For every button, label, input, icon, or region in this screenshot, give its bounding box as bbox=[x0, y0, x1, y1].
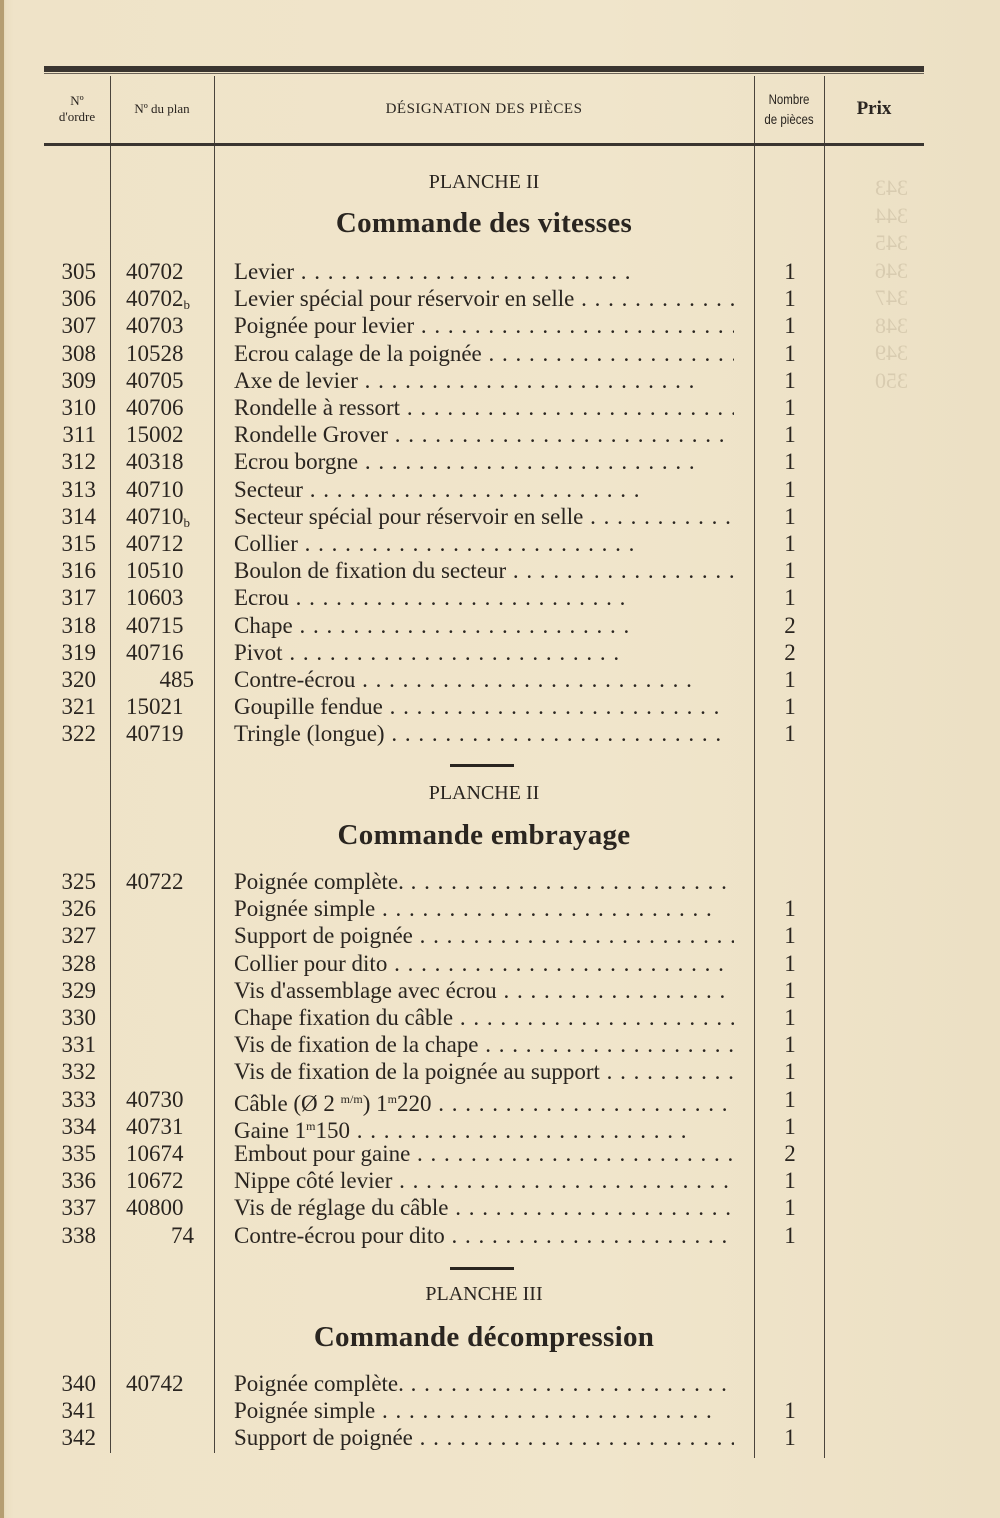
table-row bbox=[44, 394, 924, 421]
row-quantity: 2 bbox=[784, 639, 796, 665]
row-plan-value: 40719 bbox=[126, 721, 184, 747]
row-designation: Nippe côté levier . . bbox=[234, 1167, 734, 1194]
row-quantity: 1 bbox=[784, 395, 796, 420]
row-quantity: 1 bbox=[784, 667, 796, 692]
row-quantity: 2 bbox=[784, 1141, 796, 1166]
row-ordre: 318 bbox=[61, 612, 96, 638]
row-ordre: 332 bbox=[61, 1059, 96, 1085]
row-designation: Embout pour gaine . . bbox=[234, 1140, 734, 1167]
row-quantity: 1 bbox=[784, 259, 796, 284]
row-quantity: 2 bbox=[784, 612, 796, 638]
table-row bbox=[44, 312, 924, 339]
row-designation: Poignée complète. . . bbox=[234, 1370, 734, 1397]
table-row bbox=[44, 476, 924, 503]
table-row bbox=[44, 1370, 924, 1397]
row-ordre: 317 bbox=[61, 585, 96, 611]
row-plan-number bbox=[88, 666, 194, 693]
table-row bbox=[44, 1031, 924, 1058]
row-quantity: 1 bbox=[784, 923, 796, 949]
row-designation: Vis de réglage du câble . . bbox=[234, 1194, 734, 1221]
row-ordre: 314 bbox=[61, 503, 96, 529]
row-plan-value: 74 bbox=[171, 1222, 194, 1248]
bleed-through-number: 344 bbox=[875, 202, 908, 228]
section-title: Commande décompression bbox=[313, 1321, 655, 1353]
table-row bbox=[44, 1167, 924, 1194]
row-plan-number bbox=[110, 1113, 240, 1140]
row-ordre: 336 bbox=[61, 1168, 96, 1194]
row-ordre: 310 bbox=[61, 395, 96, 420]
row-designation: Support de poignée . . bbox=[234, 1424, 734, 1451]
row-designation-part: Câble (Ø 2 bbox=[234, 1090, 341, 1116]
row-quantity: 1 bbox=[784, 558, 796, 584]
row-designation: Poignée pour levier . . bbox=[234, 312, 734, 339]
table-row bbox=[44, 421, 924, 448]
row-plan-value: 40712 bbox=[126, 531, 184, 556]
top-thin-rule bbox=[44, 73, 924, 74]
bleed-through-number: 345 bbox=[875, 230, 908, 255]
section-separator bbox=[450, 764, 514, 767]
header-ordre-line2: d'ordre bbox=[58, 109, 96, 124]
row-ordre: 340 bbox=[61, 1371, 96, 1396]
row-ordre: 320 bbox=[61, 667, 96, 692]
row-plan-number bbox=[110, 868, 240, 895]
row-plan-number bbox=[110, 693, 240, 720]
header-plan: Nº du plan bbox=[134, 101, 190, 116]
row-designation: Axe de levier . . bbox=[234, 367, 734, 394]
table-row bbox=[44, 977, 924, 1004]
table-row bbox=[44, 612, 924, 639]
table-row bbox=[44, 530, 924, 557]
header-nombre bbox=[760, 76, 817, 142]
row-quantity: 1 bbox=[784, 340, 796, 366]
row-plan-value: 40705 bbox=[126, 367, 184, 393]
row-ordre: 329 bbox=[61, 977, 96, 1003]
row-designation: Goupille fendue . . bbox=[234, 693, 734, 720]
row-ordre: 334 bbox=[61, 1113, 96, 1139]
row-plan-value: 40800 bbox=[126, 1195, 184, 1221]
row-plan-value: 10510 bbox=[126, 558, 184, 584]
row-ordre: 316 bbox=[61, 558, 96, 584]
section-planche-label: PLANCHE II bbox=[428, 171, 540, 193]
row-designation-part: Gaine 1 bbox=[234, 1117, 307, 1143]
top-thick-rule bbox=[44, 66, 924, 72]
row-designation-part: 220 bbox=[396, 1090, 432, 1116]
row-ordre: 306 bbox=[61, 286, 96, 312]
row-ordre: 311 bbox=[62, 422, 96, 448]
row-plan-number bbox=[110, 612, 240, 639]
row-plan-value: 15002 bbox=[126, 422, 184, 448]
table-row bbox=[44, 1140, 924, 1167]
page-binding-edge bbox=[0, 0, 4, 1518]
row-quantity: 1 bbox=[784, 950, 796, 976]
section-title: Commande embrayage bbox=[337, 819, 631, 851]
row-plan-suffix: b bbox=[183, 297, 190, 313]
row-plan-value: 40318 bbox=[126, 449, 184, 475]
row-plan-number bbox=[110, 367, 240, 394]
row-designation: Collier . . bbox=[234, 530, 734, 557]
row-quantity: 1 bbox=[784, 1195, 796, 1221]
row-plan-number bbox=[110, 1086, 240, 1113]
header-ordre bbox=[44, 76, 110, 142]
row-ordre: 313 bbox=[61, 476, 96, 502]
row-designation: Tringle (longue) . . bbox=[234, 720, 734, 747]
row-quantity: 1 bbox=[784, 313, 796, 339]
table-row bbox=[44, 557, 924, 584]
header-nombre-line2: de pièces bbox=[764, 111, 814, 127]
row-designation: Vis de fixation de la chape . . bbox=[234, 1031, 734, 1058]
row-plan-value: 10603 bbox=[126, 585, 184, 611]
row-plan-number bbox=[110, 1167, 240, 1194]
section-separator bbox=[450, 1267, 514, 1270]
row-ordre: 341 bbox=[61, 1398, 96, 1424]
table-row bbox=[44, 1222, 924, 1249]
row-plan-number bbox=[110, 557, 240, 584]
row-plan-value: 40731 bbox=[126, 1113, 184, 1139]
row-plan-number bbox=[110, 584, 240, 611]
bleed-through-number: 347 bbox=[875, 285, 908, 310]
row-designation: Ecrou . . bbox=[234, 584, 734, 611]
row-quantity: 1 bbox=[784, 1086, 796, 1112]
row-quantity: 1 bbox=[784, 1059, 796, 1085]
table-row bbox=[44, 922, 924, 949]
row-plan-number bbox=[110, 421, 240, 448]
row-ordre: 333 bbox=[61, 1086, 96, 1112]
row-ordre: 326 bbox=[61, 896, 96, 922]
row-designation: Collier pour dito . . bbox=[234, 950, 734, 977]
row-ordre: 338 bbox=[61, 1222, 96, 1248]
row-quantity: 1 bbox=[784, 286, 796, 312]
row-ordre: 305 bbox=[61, 259, 96, 284]
row-ordre: 330 bbox=[61, 1005, 96, 1030]
row-plan-value: 40715 bbox=[126, 612, 184, 638]
row-quantity: 1 bbox=[784, 503, 796, 529]
row-plan-number bbox=[110, 1194, 240, 1221]
row-designation: Poignée complète. . . bbox=[234, 868, 734, 895]
section-planche-label: PLANCHE III bbox=[425, 1283, 543, 1305]
row-designation: Ecrou borgne . . bbox=[234, 448, 734, 475]
row-designation: Support de poignée . . bbox=[234, 922, 734, 949]
row-plan-number bbox=[88, 1222, 194, 1249]
header-nombre-line1: Nombre bbox=[768, 91, 810, 107]
row-plan-number bbox=[110, 720, 240, 747]
table-row bbox=[44, 950, 924, 977]
row-ordre: 327 bbox=[61, 923, 96, 949]
table-row bbox=[44, 448, 924, 475]
row-plan-number bbox=[110, 394, 240, 421]
row-quantity: 1 bbox=[784, 694, 796, 720]
row-plan-value: 40730 bbox=[126, 1086, 184, 1112]
table-row bbox=[44, 1004, 924, 1031]
row-designation: Vis d'assemblage avec écrou . . bbox=[234, 977, 734, 1004]
row-designation: Chape . . bbox=[234, 612, 734, 639]
row-quantity: 1 bbox=[784, 1113, 796, 1139]
row-ordre: 308 bbox=[61, 340, 96, 366]
row-designation: Ecrou calage de la poignée . . bbox=[234, 340, 734, 367]
row-plan-value: 40702 bbox=[126, 259, 184, 284]
row-ordre: 309 bbox=[61, 367, 96, 393]
row-ordre: 307 bbox=[61, 313, 96, 339]
header-designation: DÉSIGNATION DES PIÈCES bbox=[385, 100, 583, 117]
table-row bbox=[44, 1113, 924, 1143]
row-plan-value: 40710 bbox=[126, 476, 184, 502]
table-row bbox=[44, 666, 924, 693]
bleed-through-number: 348 bbox=[875, 312, 908, 338]
table-row bbox=[44, 1194, 924, 1221]
row-plan-number bbox=[110, 1370, 240, 1397]
row-plan-value: 15021 bbox=[126, 694, 184, 720]
table-row bbox=[44, 258, 924, 285]
row-designation: Secteur spécial pour réservoir en selle . . bbox=[234, 503, 734, 530]
row-designation: Rondelle à ressort . . bbox=[234, 394, 734, 421]
row-ordre: 331 bbox=[61, 1032, 96, 1058]
row-quantity: 1 bbox=[784, 1425, 796, 1451]
table-row bbox=[44, 1424, 924, 1451]
section-title: Commande des vitesses bbox=[335, 207, 633, 239]
row-designation: Secteur . . bbox=[234, 476, 734, 503]
row-designation: Boulon de fixation du secteur . . bbox=[234, 557, 734, 584]
table-row bbox=[44, 1058, 924, 1085]
row-ordre: 335 bbox=[61, 1141, 96, 1166]
table-row bbox=[44, 503, 924, 530]
row-plan-number bbox=[110, 448, 240, 475]
row-designation: Chape fixation du câble . . bbox=[234, 1004, 734, 1031]
row-quantity: 1 bbox=[784, 977, 796, 1003]
row-plan-value: 40703 bbox=[126, 313, 184, 339]
header-ordre-line1: Nº bbox=[70, 93, 84, 108]
row-ordre: 337 bbox=[61, 1195, 96, 1221]
row-quantity: 1 bbox=[784, 1168, 796, 1194]
row-designation: Levier spécial pour réservoir en selle . . bbox=[234, 285, 734, 312]
table-row bbox=[44, 639, 924, 666]
row-plan-value: 40716 bbox=[126, 639, 184, 665]
row-designation-part: m bbox=[306, 1118, 316, 1133]
row-quantity: 1 bbox=[784, 721, 796, 747]
row-ordre: 322 bbox=[61, 721, 96, 747]
row-designation-part: m/m bbox=[340, 1091, 363, 1106]
row-plan-value: 10672 bbox=[126, 1168, 184, 1194]
row-designation: Rondelle Grover . . bbox=[234, 421, 734, 448]
row-ordre: 319 bbox=[61, 639, 96, 665]
row-quantity: 1 bbox=[784, 1005, 796, 1030]
row-quantity: 1 bbox=[784, 585, 796, 611]
table-row bbox=[44, 868, 924, 895]
row-quantity: 1 bbox=[784, 367, 796, 393]
row-designation-part: 150 bbox=[315, 1117, 351, 1143]
row-designation: Poignée simple . . bbox=[234, 1397, 734, 1424]
section-planche-label: PLANCHE II bbox=[428, 782, 540, 804]
row-designation-part: ) 1 bbox=[362, 1090, 388, 1116]
table-row bbox=[44, 1086, 924, 1116]
row-designation: Poignée simple . . bbox=[234, 895, 734, 922]
header-bottom-rule bbox=[44, 143, 924, 146]
row-designation: Contre-écrou . . bbox=[234, 666, 734, 693]
header-prix: Prix bbox=[856, 98, 892, 119]
row-ordre: 328 bbox=[61, 950, 96, 976]
row-designation: Vis de fixation de la poignée au support . . bbox=[234, 1058, 734, 1085]
row-quantity: 1 bbox=[784, 1222, 796, 1248]
row-plan-value: 40706 bbox=[126, 395, 184, 420]
row-ordre: 312 bbox=[61, 449, 96, 475]
row-plan-number bbox=[110, 476, 240, 503]
row-plan-value: 40742 bbox=[126, 1371, 184, 1396]
row-quantity: 1 bbox=[784, 476, 796, 502]
table-row bbox=[44, 584, 924, 611]
row-quantity: 1 bbox=[784, 531, 796, 556]
row-plan-value: 10528 bbox=[126, 340, 184, 366]
table-row bbox=[44, 1397, 924, 1424]
table-row bbox=[44, 285, 924, 312]
row-plan-suffix: b bbox=[183, 514, 190, 530]
row-plan-value: 40710 bbox=[126, 503, 184, 529]
row-quantity: 1 bbox=[784, 1398, 796, 1424]
bleed-through-number: 349 bbox=[875, 340, 908, 365]
row-plan-number bbox=[110, 258, 240, 285]
row-designation: Pivot . . bbox=[234, 639, 734, 666]
row-plan-number bbox=[110, 340, 240, 367]
bleed-through-number: 350 bbox=[875, 367, 908, 393]
row-plan-value: 10674 bbox=[126, 1141, 184, 1166]
row-plan-number bbox=[110, 1140, 240, 1167]
bleed-through-number: 346 bbox=[875, 257, 908, 283]
row-ordre: 315 bbox=[61, 531, 96, 556]
row-designation: Contre-écrou pour dito . . bbox=[234, 1222, 734, 1249]
row-quantity: 1 bbox=[784, 1032, 796, 1058]
row-ordre: 342 bbox=[61, 1425, 96, 1451]
row-plan-value: 40702 bbox=[126, 286, 184, 312]
row-ordre: 321 bbox=[61, 694, 96, 720]
row-quantity: 1 bbox=[784, 896, 796, 922]
row-plan-value: 40722 bbox=[126, 869, 184, 894]
bleed-through-number: 343 bbox=[875, 175, 908, 200]
row-designation: Levier . . bbox=[234, 258, 734, 285]
table-row bbox=[44, 720, 924, 747]
row-ordre: 325 bbox=[61, 869, 96, 894]
table-row bbox=[44, 693, 924, 720]
table-row bbox=[44, 340, 924, 367]
row-plan-number bbox=[110, 639, 240, 666]
row-designation-part: m bbox=[387, 1091, 397, 1106]
row-plan-number bbox=[110, 530, 240, 557]
table-row bbox=[44, 895, 924, 922]
row-plan-value: 485 bbox=[159, 667, 194, 692]
row-quantity: 1 bbox=[784, 449, 796, 475]
row-quantity: 1 bbox=[784, 422, 796, 448]
table-row bbox=[44, 367, 924, 394]
row-plan-number bbox=[110, 312, 240, 339]
